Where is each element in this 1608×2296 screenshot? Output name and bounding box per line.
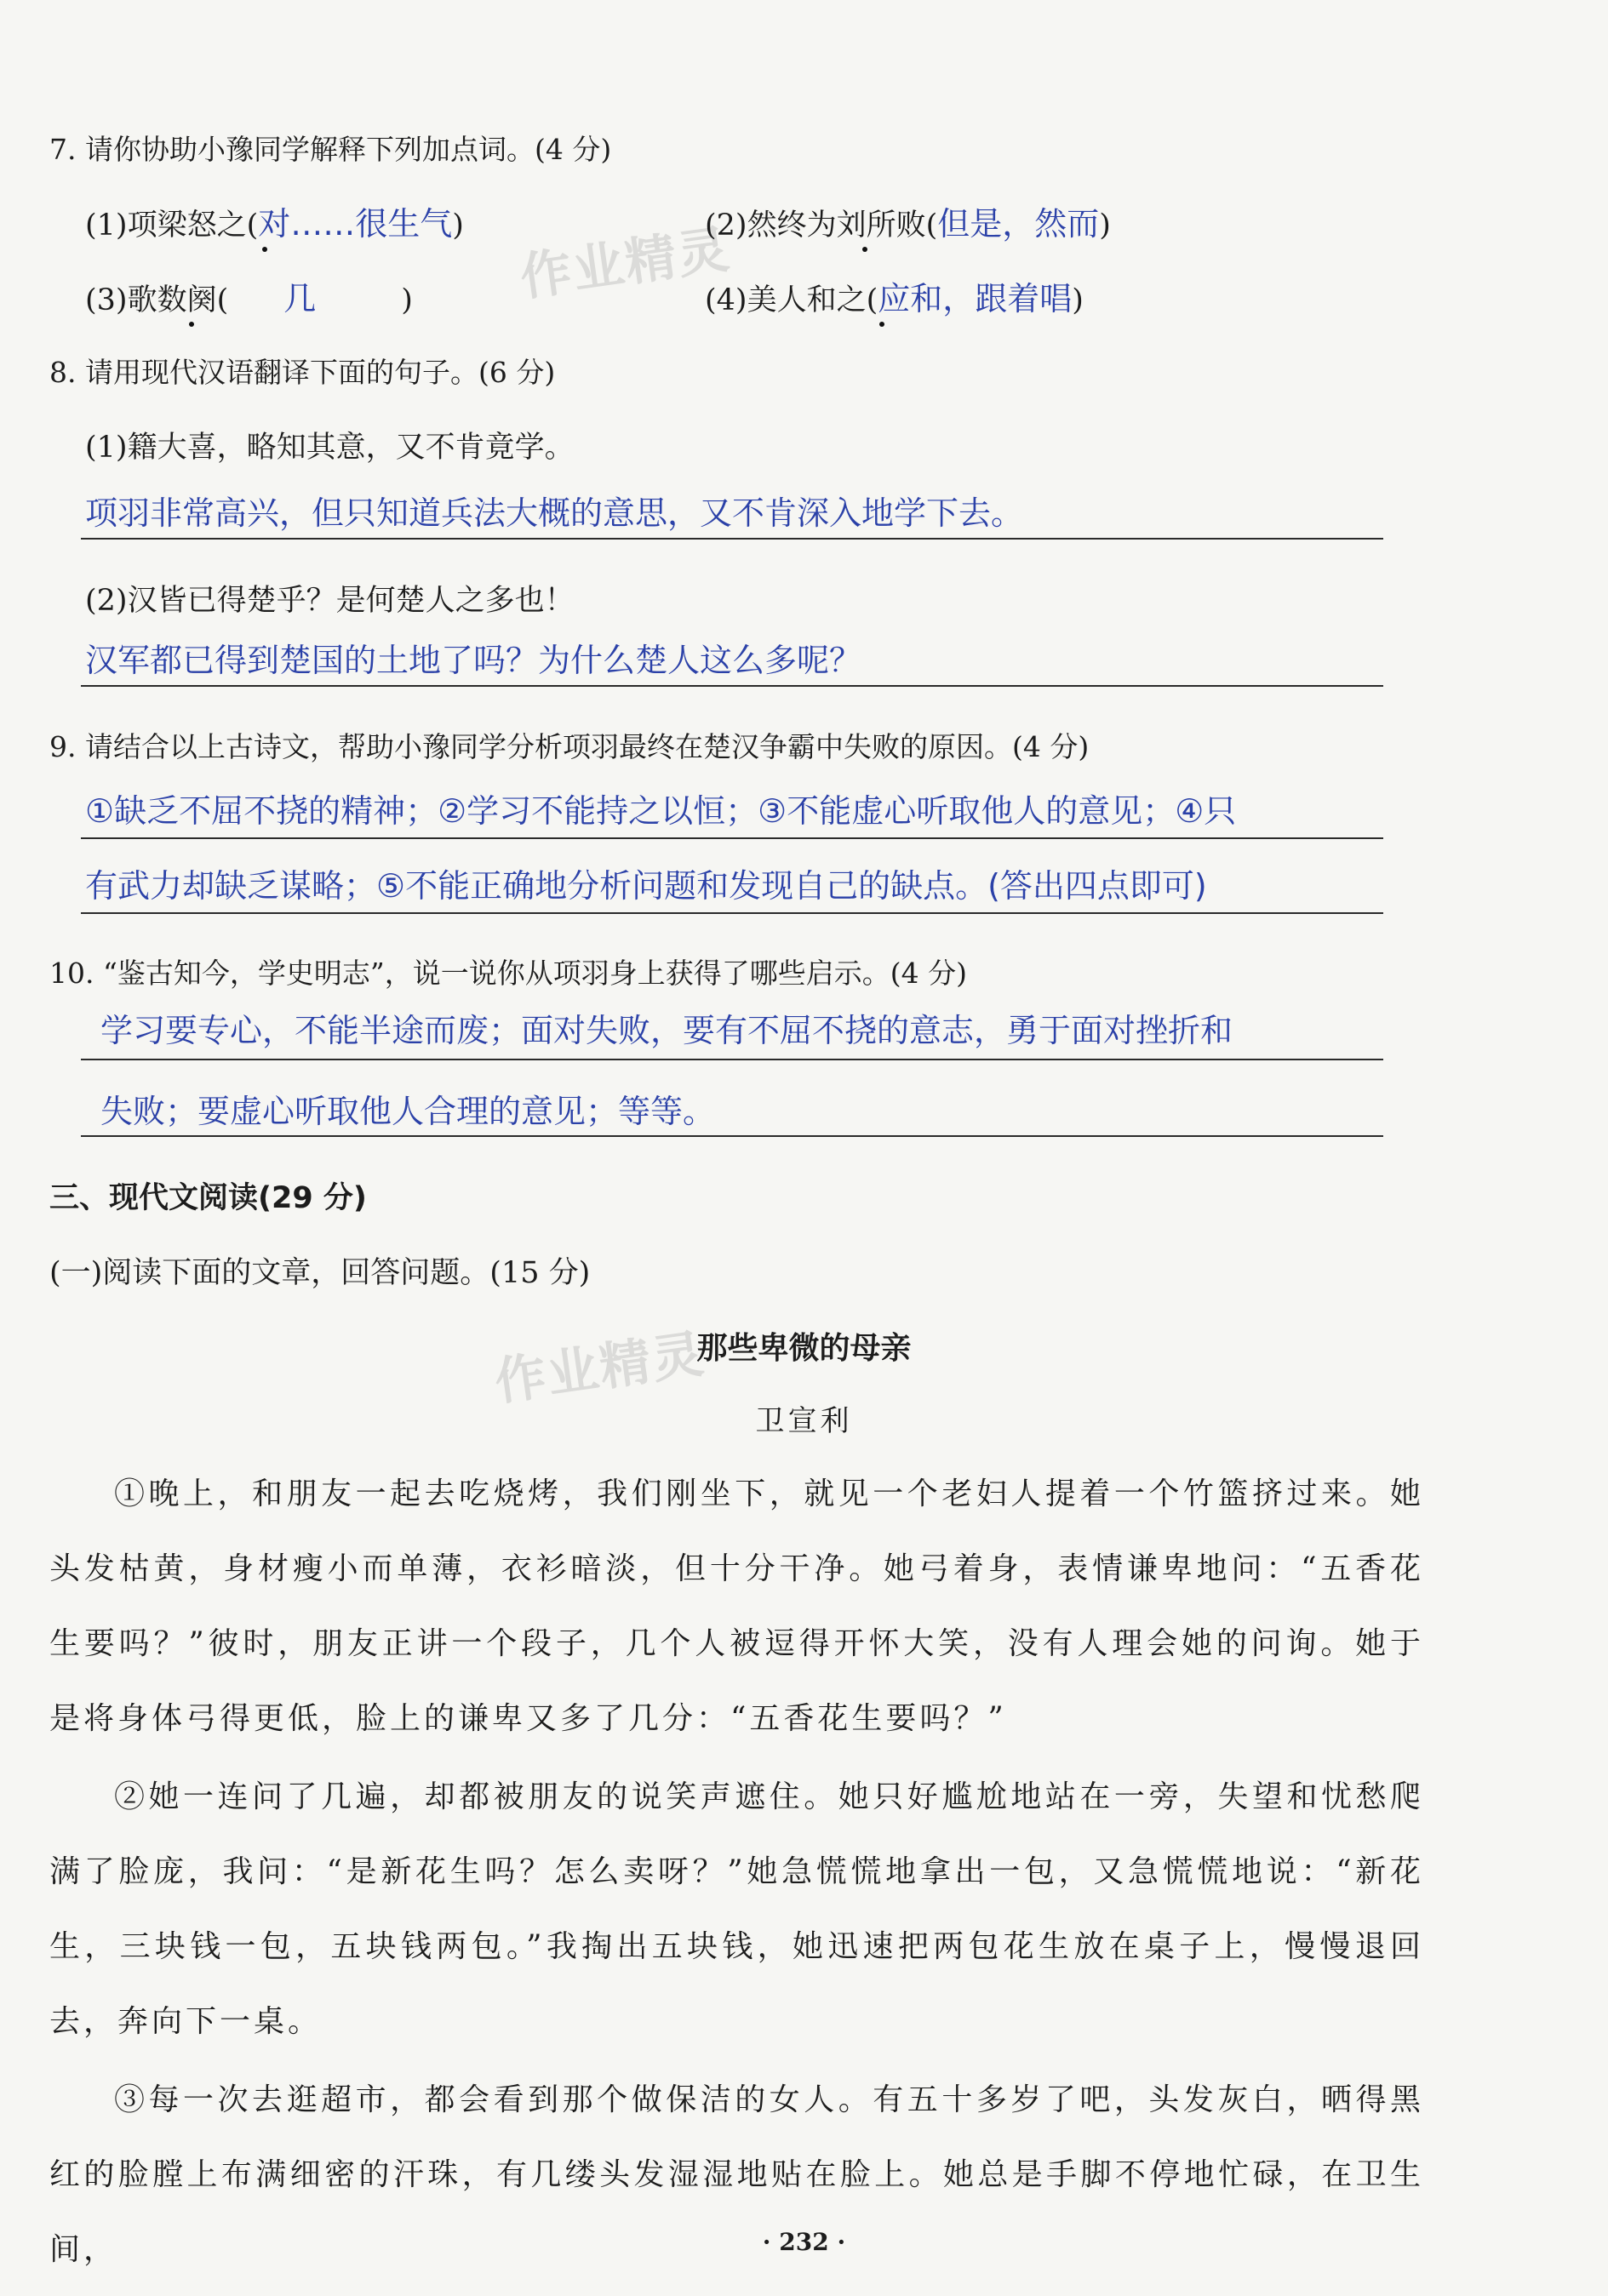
q9-answer-1: ①缺乏不屈不挠的精神；②学习不能持之以恒；③不能虚心听取他人的意见；④只 <box>85 792 1237 830</box>
q10-answer-2: 失败；要虚心听取他人合理的意见；等等。 <box>100 1093 716 1130</box>
q7-item-4-answer: 应和，跟着唱 <box>878 280 1073 317</box>
answer-line <box>81 538 1383 540</box>
q7-item-4-close: ) <box>1072 283 1084 317</box>
article-title: 那些卑微的母亲 <box>696 1331 912 1366</box>
article-paragraph-3: ③每一次去逛超市，都会看到那个做保洁的女人。有五十多岁了吧，头发灰白，晒得黑红的脸膛上布满细密的汗珠，有几缕头发湿湿地贴在脸上。她总是手脚不停地忙碌，在卫生间， <box>49 2082 1424 2267</box>
watermark: 作业精灵 <box>517 220 735 308</box>
emphasis-dot <box>189 322 194 327</box>
q10-answer-1: 学习要专心，不能半途而废；面对失败，要有不屈不挠的意志，勇于面对挫折和 <box>100 1012 1233 1049</box>
question-7: 7. 请你协助小豫同学解释下列加点词。(4 分) <box>49 133 612 166</box>
q8-sentence-1: (1)籍大喜，略知其意，又不肯竟学。 <box>85 431 575 465</box>
q7-item-2 <box>705 197 1111 244</box>
article-paragraph-1: ①晚上，和朋友一起去吃烧烤，我们刚坐下，就见一个老妇人提着一个竹篮挤过来。她头发枯黄，身材瘦小而单薄，衣衫暗淡，但十分干净。她弓着身，表情谦卑地问：“五香花生要吗？”彼时，朋友正讲一个段子，几个人被逗得开怀大笑，没有人理会她的问询。她于是将身体弓得更低，脸上的谦卑又多了几分：“五香花生要吗？” <box>49 1476 1424 1736</box>
answer-line <box>81 912 1383 914</box>
question-8: 8. 请用现代汉语翻译下面的句子。(6 分) <box>49 356 556 389</box>
emphasis-dot <box>862 247 867 252</box>
q7-item-3-label: (3)歌数阕( <box>85 283 229 317</box>
question-10: 10. “鉴古知今，学史明志”，说一说你从项羽身上获得了哪些启示。(4 分) <box>49 957 967 990</box>
q7-item-2-answer: 但是，然而 <box>937 205 1100 243</box>
q8-answer-1: 项羽非常高兴，但只知道兵法大概的意思，又不肯深入地学下去。 <box>85 494 1024 532</box>
article-author: 卫宣利 <box>755 1404 853 1438</box>
watermark: 作业精灵 <box>491 1324 709 1413</box>
section-instructions: (一)阅读下面的文章，回答问题。(15 分) <box>49 1256 591 1290</box>
answer-line <box>81 685 1383 687</box>
q8-sentence-2: (2)汉皆已得楚乎？是何楚人之多也！ <box>85 584 575 618</box>
q7-item-1 <box>85 197 464 244</box>
q7-item-1-answer: 对……很生气 <box>258 205 453 243</box>
q7-item-1-close: ) <box>452 208 464 243</box>
q7-item-3-close: ) <box>401 283 413 317</box>
q8-answer-2: 汉军都已得到楚国的土地了吗？为什么楚人这么多呢？ <box>85 642 862 679</box>
q9-answer-2: 有武力却缺乏谋略；⑤不能正确地分析问题和发现自己的缺点。(答出四点即可) <box>85 867 1207 905</box>
answer-line <box>81 1135 1383 1137</box>
q7-item-2-label: (2)然终为刘所败( <box>705 208 938 243</box>
answer-line <box>81 837 1383 839</box>
answer-line <box>81 1059 1383 1060</box>
q7-item-2-close: ) <box>1099 208 1111 243</box>
emphasis-dot <box>879 322 884 327</box>
q7-item-3 <box>85 272 413 319</box>
section-heading: 三、现代文阅读(29 分) <box>49 1181 367 1215</box>
article-paragraph-2: ②她一连问了几遍，却都被朋友的说笑声遮住。她只好尴尬地站在一旁，失望和忧愁爬满了脸庞，我问：“是新花生吗？怎么卖呀？”她急慌慌地拿出一包，又急慌慌地说：“新花生，三块钱一包，五块钱两包。”我掏出五块钱，她迅速把两包花生放在桌子上，慢慢退回去，奔向下一桌。 <box>49 1779 1424 2039</box>
page-number: · 232 · <box>762 2228 846 2256</box>
question-9: 9. 请结合以上古诗文，帮助小豫同学分析项羽最终在楚汉争霸中失败的原因。(4 分) <box>49 730 1090 763</box>
q7-item-4-label: (4)美人和之( <box>705 283 878 317</box>
q7-item-4 <box>705 272 1084 319</box>
emphasis-dot <box>262 247 267 252</box>
q7-item-3-answer: 几 <box>283 280 317 317</box>
q7-item-1-label: (1)项梁怒之( <box>85 208 259 243</box>
